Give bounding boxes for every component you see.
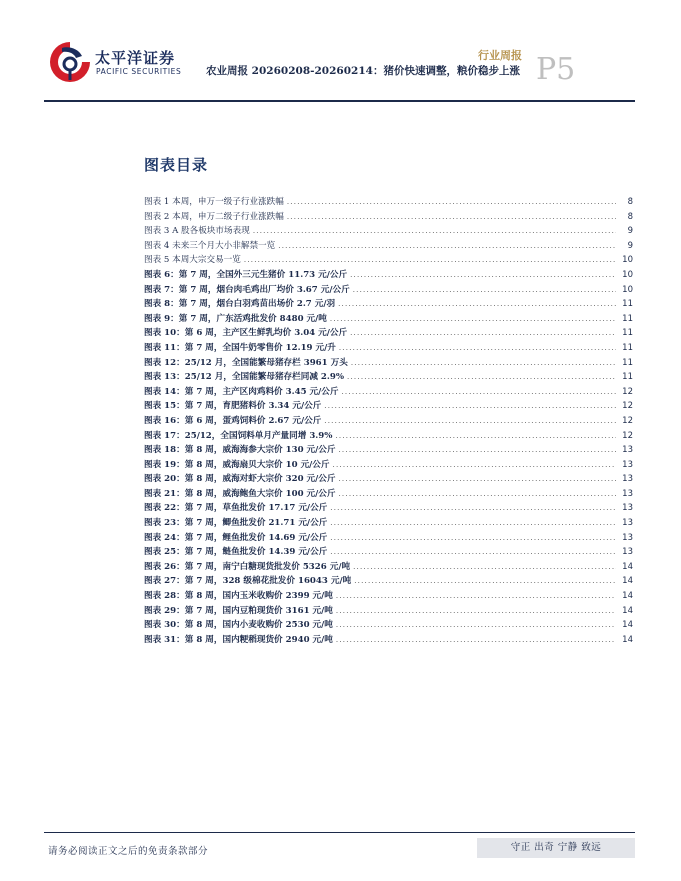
toc-leader-dots xyxy=(339,343,616,353)
toc-entry-page[interactable]: 14 xyxy=(622,634,633,645)
toc-entry-label[interactable]: 图表 11：第 7 周，全国牛奶零售价 12.19 元/升 xyxy=(144,342,336,353)
toc-leader-dots xyxy=(244,255,616,265)
toc-entry-page[interactable]: 12 xyxy=(622,415,633,426)
toc-leader-dots xyxy=(353,285,616,295)
toc-leader-dots xyxy=(333,460,617,470)
toc-entry-page[interactable]: 13 xyxy=(622,488,633,499)
toc-entry-page[interactable]: 14 xyxy=(622,605,633,616)
toc-entry-label[interactable]: 图表 29：第 7 周，国内豆粕现货价 3161 元/吨 xyxy=(144,605,333,616)
toc-entry-label[interactable]: 图表 14：第 7 周，主产区肉鸡料价 3.45 元/公斤 xyxy=(144,386,339,397)
toc-leader-dots xyxy=(341,387,616,397)
toc-entry-page[interactable]: 11 xyxy=(622,357,633,368)
toc-entry-page[interactable]: 8 xyxy=(627,211,633,222)
toc-entry[interactable] xyxy=(144,531,633,546)
toc-entry-label[interactable]: 图表 7：第 7 周，烟台肉毛鸡出厂均价 3.67 元/公斤 xyxy=(144,284,350,295)
toc-entry-label[interactable]: 图表 16：第 6 周，蛋鸡饲料价 2.67 元/公斤 xyxy=(144,415,322,426)
toc-entry[interactable] xyxy=(144,472,633,487)
toc-entry[interactable] xyxy=(144,516,633,531)
toc-entry-page[interactable]: 11 xyxy=(622,299,633,310)
toc-leader-dots xyxy=(338,474,616,484)
toc-entry-page[interactable]: 10 xyxy=(622,255,633,266)
toc-entry[interactable] xyxy=(144,458,633,473)
toc-entry[interactable] xyxy=(144,604,633,619)
toc-entry-label[interactable]: 图表 22：第 7 周，草鱼批发价 17.17 元/公斤 xyxy=(144,503,328,514)
toc-entry[interactable] xyxy=(144,239,633,254)
toc-leader-dots xyxy=(330,518,616,528)
toc-leader-dots xyxy=(336,606,616,616)
toc-entry-page[interactable]: 13 xyxy=(622,445,633,456)
toc-entry-label[interactable]: 图表 25：第 7 周，鲢鱼批发价 14.39 元/公斤 xyxy=(144,547,328,558)
toc-entry-label[interactable]: 图表 23：第 7 周，鲫鱼批发价 21.71 元/公斤 xyxy=(144,518,328,529)
toc-entry-label[interactable]: 图表 24：第 7 周，鲤鱼批发价 14.69 元/公斤 xyxy=(144,532,328,543)
toc-entry[interactable] xyxy=(144,224,633,239)
toc-entry-label[interactable]: 图表 1 本周，申万一级子行业涨跌幅 xyxy=(144,197,284,207)
toc-leader-dots xyxy=(324,401,616,411)
toc-entry-page[interactable]: 14 xyxy=(622,620,633,631)
toc-entry-page[interactable]: 12 xyxy=(622,386,633,397)
toc-entry[interactable] xyxy=(144,501,633,516)
toc-leader-dots xyxy=(278,241,616,251)
toc-entry[interactable] xyxy=(144,268,633,283)
disclaimer-note: 请务必阅读正文之后的免责条款部分 xyxy=(48,846,209,857)
toc-entry-page[interactable]: 13 xyxy=(622,459,633,470)
toc-leader-dots xyxy=(330,533,616,543)
toc-entry-page[interactable]: 12 xyxy=(622,401,633,412)
toc-entry-page[interactable]: 14 xyxy=(622,561,633,572)
toc-entry-page[interactable]: 10 xyxy=(622,269,633,280)
toc-leader-dots xyxy=(324,416,616,426)
header-divider xyxy=(44,100,635,102)
toc-entry[interactable] xyxy=(144,574,633,589)
toc-leader-dots xyxy=(330,547,616,557)
toc-entry[interactable] xyxy=(144,560,633,575)
toc-entry-label[interactable]: 图表 26：第 7 周，南宁白糖现货批发价 5326 元/吨 xyxy=(144,561,351,572)
toc-entry-page[interactable]: 14 xyxy=(622,576,633,587)
toc-leader-dots xyxy=(253,226,616,236)
toc-entry-label[interactable]: 图表 27：第 7 周，328 级棉花批发价 16043 元/吨 xyxy=(144,576,352,587)
toc-entry-page[interactable]: 13 xyxy=(622,474,633,485)
toc-entry-label[interactable]: 图表 31：第 8 周，国内粳稻现货价 2940 元/吨 xyxy=(144,634,333,645)
toc-entry-label[interactable]: 图表 6：第 7 周，全国外三元生猪价 11.73 元/公斤 xyxy=(144,269,348,280)
page-number: P5 xyxy=(536,52,576,87)
report-type: 行业周报 xyxy=(478,49,522,62)
toc-entry-page[interactable]: 13 xyxy=(622,547,633,558)
toc-entry-page[interactable]: 9 xyxy=(627,240,633,251)
toc-entry-page[interactable]: 11 xyxy=(622,342,633,353)
toc-leader-dots xyxy=(353,562,616,572)
toc-entry[interactable] xyxy=(144,385,633,400)
toc-entry-page[interactable]: 9 xyxy=(627,226,633,237)
toc-leader-dots xyxy=(287,197,616,207)
toc-entry-label[interactable]: 图表 8：第 7 周，烟台白羽鸡苗出场价 2.7 元/羽 xyxy=(144,299,336,310)
toc-entry[interactable] xyxy=(144,283,633,298)
toc-entry[interactable] xyxy=(144,312,633,327)
report-title: 农业周报 20260208-20260214：猪价快速调整，粮价稳步上涨 xyxy=(206,65,520,77)
toc-entry[interactable] xyxy=(144,589,633,604)
toc-entry-label[interactable]: 图表 13：25/12 月，全国能繁母猪存栏同减 2.9% xyxy=(144,372,345,383)
toc-entry[interactable] xyxy=(144,253,633,268)
table-of-figures xyxy=(144,195,633,647)
toc-entry-label[interactable]: 图表 17：25/12，全国饲料单月产量同增 3.9% xyxy=(144,430,333,441)
toc-entry[interactable] xyxy=(144,356,633,371)
toc-entry-label[interactable]: 图表 9：第 7 周，广东活鸡批发价 8480 元/吨 xyxy=(144,313,327,324)
toc-entry-page[interactable]: 12 xyxy=(622,430,633,441)
toc-leader-dots xyxy=(350,328,616,338)
toc-leader-dots xyxy=(336,620,616,630)
toc-entry-label[interactable]: 图表 18：第 8 周，威海海参大宗价 130 元/公斤 xyxy=(144,445,336,456)
toc-entry-label[interactable]: 图表 3 A 股各板块市场表现 xyxy=(144,226,250,237)
toc-entry-label[interactable]: 图表 4 未来三个月大小非解禁一览 xyxy=(144,240,276,251)
toc-entry[interactable] xyxy=(144,429,633,444)
toc-leader-dots xyxy=(336,635,616,645)
toc-leader-dots xyxy=(354,576,616,586)
toc-entry-page[interactable]: 11 xyxy=(622,372,633,383)
company-name-cn: 太平洋证券 xyxy=(95,49,176,67)
toc-leader-dots xyxy=(330,503,616,513)
company-name-en: PACIFIC SECURITIES xyxy=(96,67,182,76)
toc-heading: 图表目录 xyxy=(144,156,209,174)
company-motto: 守正 出奇 宁静 致远 xyxy=(477,838,635,858)
toc-entry-page[interactable]: 11 xyxy=(622,328,633,339)
toc-entry[interactable] xyxy=(144,210,633,225)
toc-leader-dots xyxy=(338,299,616,309)
toc-entry-label[interactable]: 图表 15：第 7 周，育肥猪料价 3.34 元/公斤 xyxy=(144,401,322,412)
toc-entry-label[interactable]: 图表 12：25/12 月，全国能繁母猪存栏 3961 万头 xyxy=(144,357,348,368)
toc-leader-dots xyxy=(330,314,616,324)
toc-entry[interactable] xyxy=(144,297,633,312)
toc-entry-page[interactable]: 13 xyxy=(622,503,633,514)
toc-entry[interactable] xyxy=(144,633,633,648)
toc-entry-label[interactable]: 图表 21：第 8 周，威海鲍鱼大宗价 100 元/公斤 xyxy=(144,488,336,499)
toc-entry[interactable] xyxy=(144,618,633,633)
toc-entry-label[interactable]: 图表 2 本周，申万二级子行业涨跌幅 xyxy=(144,211,284,222)
toc-entry-label[interactable]: 图表 10：第 6 周，主产区生鲜乳均价 3.04 元/公斤 xyxy=(144,328,348,339)
toc-entry[interactable] xyxy=(144,487,633,502)
footer-divider xyxy=(44,832,635,833)
toc-entry[interactable] xyxy=(144,545,633,560)
toc-entry-label[interactable]: 图表 30：第 8 周，国内小麦收购价 2530 元/吨 xyxy=(144,620,333,631)
toc-entry[interactable] xyxy=(144,370,633,385)
company-logo-icon xyxy=(48,40,92,84)
toc-entry-label[interactable]: 图表 28：第 8 周，国内玉米收购价 2399 元/吨 xyxy=(144,591,333,602)
toc-entry-page[interactable]: 13 xyxy=(622,518,633,529)
toc-leader-dots xyxy=(347,372,616,382)
toc-leader-dots xyxy=(335,431,616,441)
toc-entry-page[interactable]: 10 xyxy=(622,284,633,295)
toc-leader-dots xyxy=(336,591,616,601)
toc-leader-dots xyxy=(338,445,616,455)
toc-entry[interactable] xyxy=(144,341,633,356)
toc-entry[interactable] xyxy=(144,399,633,414)
toc-entry-label[interactable]: 图表 5 本周大宗交易一览 xyxy=(144,255,241,266)
toc-entry-page[interactable]: 8 xyxy=(627,197,633,207)
toc-entry[interactable] xyxy=(144,326,633,341)
toc-entry-page[interactable]: 14 xyxy=(622,591,633,602)
page-header xyxy=(0,0,681,104)
toc-leader-dots xyxy=(287,212,616,222)
toc-entry[interactable] xyxy=(144,443,633,458)
toc-leader-dots xyxy=(350,270,616,280)
toc-leader-dots xyxy=(351,358,616,368)
toc-entry-label[interactable]: 图表 19：第 8 周，威海扇贝大宗价 10 元/公斤 xyxy=(144,459,330,470)
toc-entry[interactable] xyxy=(144,195,633,210)
toc-leader-dots xyxy=(338,489,616,499)
toc-entry-page[interactable]: 13 xyxy=(622,532,633,543)
toc-entry-page[interactable]: 11 xyxy=(622,313,633,324)
toc-entry[interactable] xyxy=(144,414,633,429)
toc-entry-label[interactable]: 图表 20：第 8 周，威海对虾大宗价 320 元/公斤 xyxy=(144,474,336,485)
